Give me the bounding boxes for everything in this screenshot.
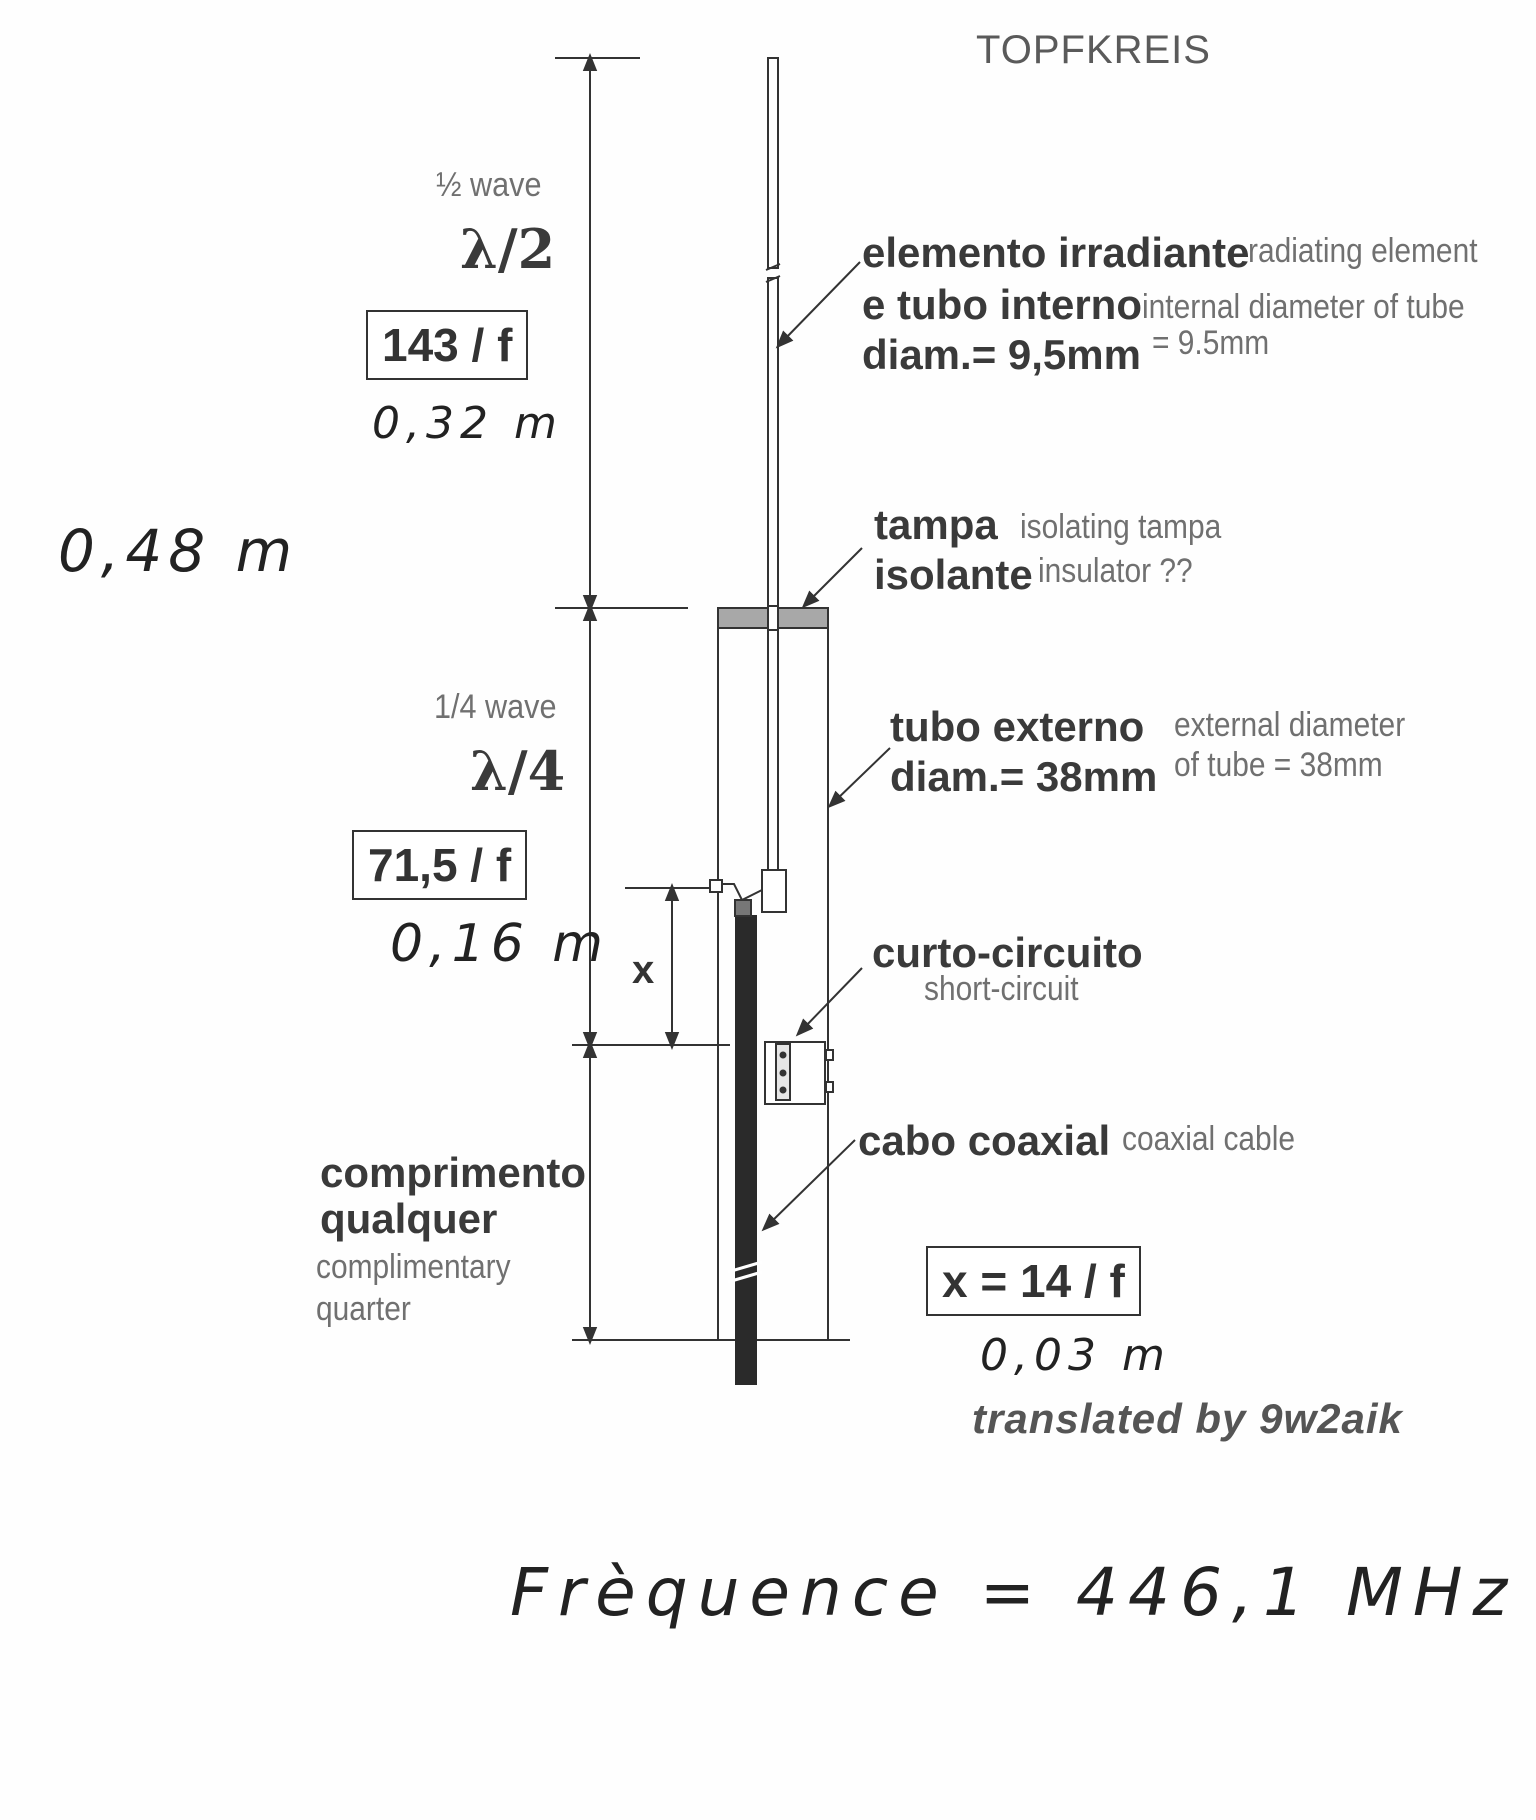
half-wave-handwritten: 0,32 m bbox=[372, 398, 563, 449]
any-length-pt-line1: comprimento bbox=[320, 1149, 587, 1196]
any-length-pt-line2: qualquer bbox=[320, 1195, 498, 1242]
insulator-en-line1: isolating tampa bbox=[1020, 508, 1222, 546]
half-wave-formula: 143 / f bbox=[366, 310, 528, 380]
radiating-pt-line1: elemento irradiante bbox=[862, 229, 1250, 276]
x-handwritten: 0,03 m bbox=[980, 1330, 1171, 1381]
radiating-en-line1: radiating element bbox=[1248, 232, 1478, 270]
x-dimension-label: x bbox=[632, 948, 655, 992]
translator-credit: translated by 9w2aik bbox=[972, 1395, 1403, 1442]
outer-tube-pt-line2: diam.= 38mm bbox=[890, 753, 1158, 800]
frequency-handwritten-note: Frèquence = 446,1 MHz bbox=[510, 1554, 1518, 1631]
quarter-wave-formula: 71,5 / f bbox=[352, 830, 527, 900]
radiating-en-line2: internal diameter of tube bbox=[1142, 288, 1465, 326]
outer-tube-en-line1: external diameter bbox=[1174, 706, 1406, 744]
diagram-title: TOPFKREIS bbox=[976, 28, 1211, 72]
any-length-en-line1: complimentary bbox=[316, 1248, 511, 1286]
outer-tube-pt-line1: tubo externo bbox=[890, 703, 1145, 750]
short-circuit-pt: curto-circuito bbox=[872, 929, 1143, 976]
insulator-en-line2: insulator ?? bbox=[1038, 552, 1193, 590]
short-circuit-en: short-circuit bbox=[924, 970, 1079, 1008]
feed-connector bbox=[710, 870, 786, 916]
half-wave-label: ½ wave bbox=[436, 166, 542, 204]
radiating-en-line3: = 9.5mm bbox=[1152, 324, 1270, 362]
coaxial-cable bbox=[728, 915, 762, 1385]
short-circuit-block bbox=[765, 1042, 833, 1104]
coax-pt: cabo coaxial bbox=[858, 1117, 1111, 1164]
radiating-pt-line2: e tubo interno bbox=[862, 281, 1142, 328]
insulator-pt-line1: tampa bbox=[874, 501, 998, 548]
radiating-pt-line3: diam.= 9,5mm bbox=[862, 331, 1141, 378]
quarter-wave-handwritten: 0,16 m bbox=[390, 914, 609, 974]
half-wave-lambda: λ/2 bbox=[460, 217, 556, 281]
coax-en: coaxial cable bbox=[1122, 1120, 1295, 1158]
radiating-element bbox=[766, 58, 780, 880]
reference-lines bbox=[555, 58, 850, 1340]
quarter-wave-label: 1/4 wave bbox=[434, 688, 557, 726]
total-length-handwritten: 0,48 m bbox=[58, 517, 299, 585]
x-formula: x = 14 / f bbox=[926, 1246, 1141, 1316]
quarter-wave-lambda: λ/4 bbox=[470, 739, 566, 803]
insulator-pt-line2: isolante bbox=[874, 551, 1033, 598]
any-length-en-line2: quarter bbox=[316, 1290, 411, 1328]
outer-tube-en-line2: of tube = 38mm bbox=[1174, 746, 1383, 784]
